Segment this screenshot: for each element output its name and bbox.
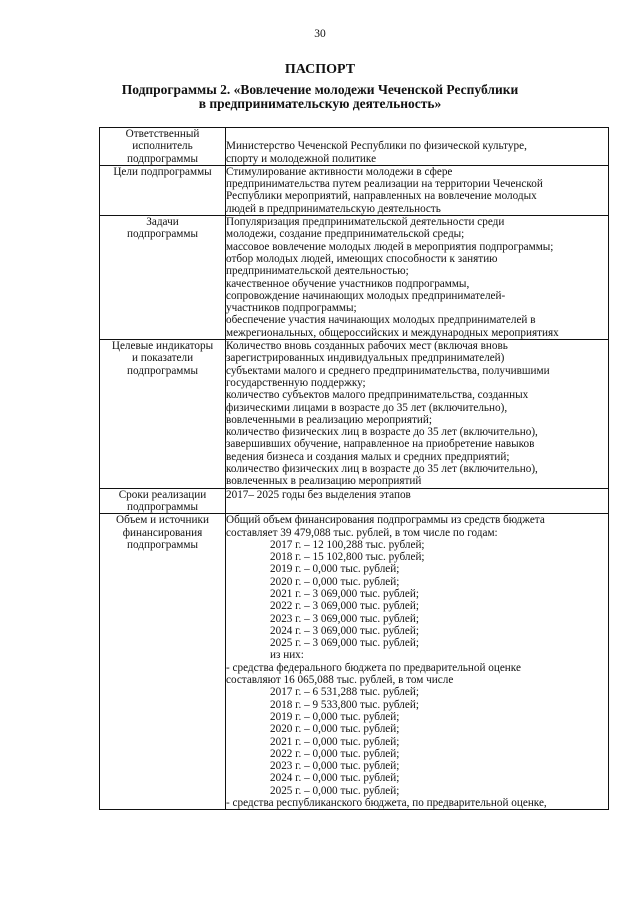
value-line: людей в предпринимательскую деятельность xyxy=(226,202,441,215)
value-line xyxy=(226,128,608,140)
federal-year-line: 2025 г. – 0,000 тыс. рублей; xyxy=(270,784,400,797)
value-line: количество физических лиц в возрасте до 35 лет (включительно), xyxy=(226,463,538,476)
row-label xyxy=(100,340,226,489)
row-responsible-executor xyxy=(100,128,609,166)
label-line: Цели подпрограммы xyxy=(113,165,212,178)
row-label xyxy=(100,514,226,810)
value-line: государственную поддержку; xyxy=(226,376,366,389)
federal-year-line: 2017 г. – 6 531,288 тыс. рублей; xyxy=(270,686,419,699)
value-line: отбор молодых людей, имеющих способности к занятию xyxy=(226,252,498,265)
total-year-line: 2019 г. – 0,000 тыс. рублей; xyxy=(270,563,400,576)
value-line: Количество вновь созданных рабочих мест (включая вновь xyxy=(226,340,508,353)
federal-year-line: 2023 г. – 0,000 тыс. рублей; xyxy=(270,760,400,773)
value-line: участников подпрограммы; xyxy=(226,302,357,315)
funding-intro-line: Общий объем финансирования подпрограммы из средств бюджета xyxy=(226,514,545,527)
total-year-line: 2023 г. – 3 069,000 тыс. рублей; xyxy=(270,612,419,625)
label-line: исполнитель xyxy=(132,140,193,153)
label-line: подпрограммы xyxy=(127,228,198,241)
label-line: подпрограммы xyxy=(127,500,198,513)
republic-intro-line: - средства республиканского бюджета, по предварительной оценке, xyxy=(226,797,547,810)
page-number: 30 xyxy=(314,28,326,40)
row-value xyxy=(226,216,609,340)
value-line: качественное обучение участников подпрограммы, xyxy=(226,277,470,290)
total-year-line: 2022 г. – 3 069,000 тыс. рублей; xyxy=(270,600,419,613)
value-line: предпринимательской деятельностью; xyxy=(226,265,409,278)
row-indicators xyxy=(100,340,609,489)
total-year-line: 2020 г. – 0,000 тыс. рублей; xyxy=(270,575,400,588)
value-line: обеспечение участия начинающих молодых предпринимателей в xyxy=(226,314,536,327)
federal-year-line: 2020 г. – 0,000 тыс. рублей; xyxy=(270,723,400,736)
value-line: предпринимательства путем реализации на территории Чеченской xyxy=(226,178,543,191)
row-value xyxy=(226,128,609,166)
value-line: межрегиональных, общероссийских и международных мероприятиях xyxy=(226,326,559,339)
subtitle-line: в предпринимательскую деятельность» xyxy=(198,96,442,111)
row-tasks xyxy=(100,216,609,340)
label-line: Объем и источники xyxy=(116,514,209,527)
value-line: спорту и молодежной политике xyxy=(226,152,377,165)
value-line: ведения бизнеса и создания малых и средних предприятий; xyxy=(226,450,510,463)
total-year-line: 2017 г. – 12 100,288 тыс. рублей; xyxy=(270,538,425,551)
value-line: молодежи, создание предпринимательской среды; xyxy=(226,228,465,241)
federal-year-line: 2022 г. – 0,000 тыс. рублей; xyxy=(270,747,400,760)
total-year-line: 2021 г. – 3 069,000 тыс. рублей; xyxy=(270,587,419,600)
value-line: количество субъектов малого предпринимательства, созданных xyxy=(226,389,529,402)
federal-year-line: 2018 г. – 9 533,800 тыс. рублей; xyxy=(270,698,419,711)
label-line: Сроки реализации xyxy=(118,488,207,501)
label-line: подпрограммы xyxy=(127,364,198,377)
document-title: ПАСПОРТ xyxy=(284,62,356,77)
label-line: Целевые индикаторы xyxy=(111,340,214,353)
federal-year-line: 2021 г. – 0,000 тыс. рублей; xyxy=(270,735,400,748)
total-year-line: 2025 г. – 3 069,000 тыс. рублей; xyxy=(270,637,419,650)
value-line: Популяризация предпринимательской деятельности среди xyxy=(226,216,505,229)
value-line: количество физических лиц в возрасте до 35 лет (включительно), xyxy=(226,426,538,439)
subtitle-line: Подпрограммы 2. «Вовлечение молодежи Чеченской Республики xyxy=(121,82,519,97)
value-line: вовлеченными в реализацию мероприятий; xyxy=(226,413,432,426)
total-year-line: 2018 г. – 15 102,800 тыс. рублей; xyxy=(270,551,425,564)
row-goals xyxy=(100,165,609,215)
label-line: подпрограммы xyxy=(127,152,198,165)
row-timeframe xyxy=(100,488,609,514)
value-line: субъектами малого и среднего предпринимательства, получившими xyxy=(226,364,550,377)
row-label xyxy=(100,165,226,215)
funding-intro-line: составляет 39 479,088 тыс. рублей, в том числе по годам: xyxy=(226,526,498,539)
value-line: массовое вовлечение молодых людей в мероприятия подпрограммы; xyxy=(226,240,554,253)
value-line: вовлеченных в реализацию мероприятий xyxy=(226,475,422,488)
row-label xyxy=(100,216,226,340)
federal-year-line: 2024 г. – 0,000 тыс. рублей; xyxy=(270,772,400,785)
label-line: подпрограммы xyxy=(127,538,198,551)
value-line: физическими лицами в возрасте до 35 лет (включительно), xyxy=(226,401,508,414)
total-year-line: 2024 г. – 3 069,000 тыс. рублей; xyxy=(270,624,419,637)
value-line: Стимулирование активности молодежи в сфере xyxy=(226,165,453,178)
label-line: и показатели xyxy=(131,352,194,365)
value-line: завершивших обучение, направленное на приобретение навыков xyxy=(226,438,535,451)
federal-year-line: 2019 г. – 0,000 тыс. рублей; xyxy=(270,710,400,723)
value-line: зарегистрированных индивидуальных предпринимателей) xyxy=(226,352,505,365)
value-line: сопровождение начинающих молодых предпринимателей- xyxy=(226,289,506,302)
row-label xyxy=(100,488,226,514)
row-funding xyxy=(100,514,609,810)
value-line: Республики мероприятий, направленных на вовлечение молодых xyxy=(226,190,537,203)
label-line: финансирования xyxy=(122,526,203,539)
row-value xyxy=(226,514,609,810)
row-value xyxy=(226,165,609,215)
row-label xyxy=(100,128,226,166)
row-value xyxy=(226,340,609,489)
document-subtitle xyxy=(0,83,640,111)
row-value xyxy=(226,488,609,514)
label-line: Задачи xyxy=(146,216,179,229)
value-line: 2017– 2025 годы без выделения этапов xyxy=(226,488,411,501)
value-line: Министерство Чеченской Республики по физической культуре, xyxy=(226,140,527,153)
of-them-line: из них: xyxy=(270,649,304,662)
label-line: Ответственный xyxy=(125,128,200,140)
federal-intro-line: - средства федерального бюджета по предварительной оценке xyxy=(226,661,521,674)
passport-table xyxy=(99,127,609,810)
federal-intro-line: составляют 16 065,088 тыс. рублей, в том числе xyxy=(226,674,454,687)
